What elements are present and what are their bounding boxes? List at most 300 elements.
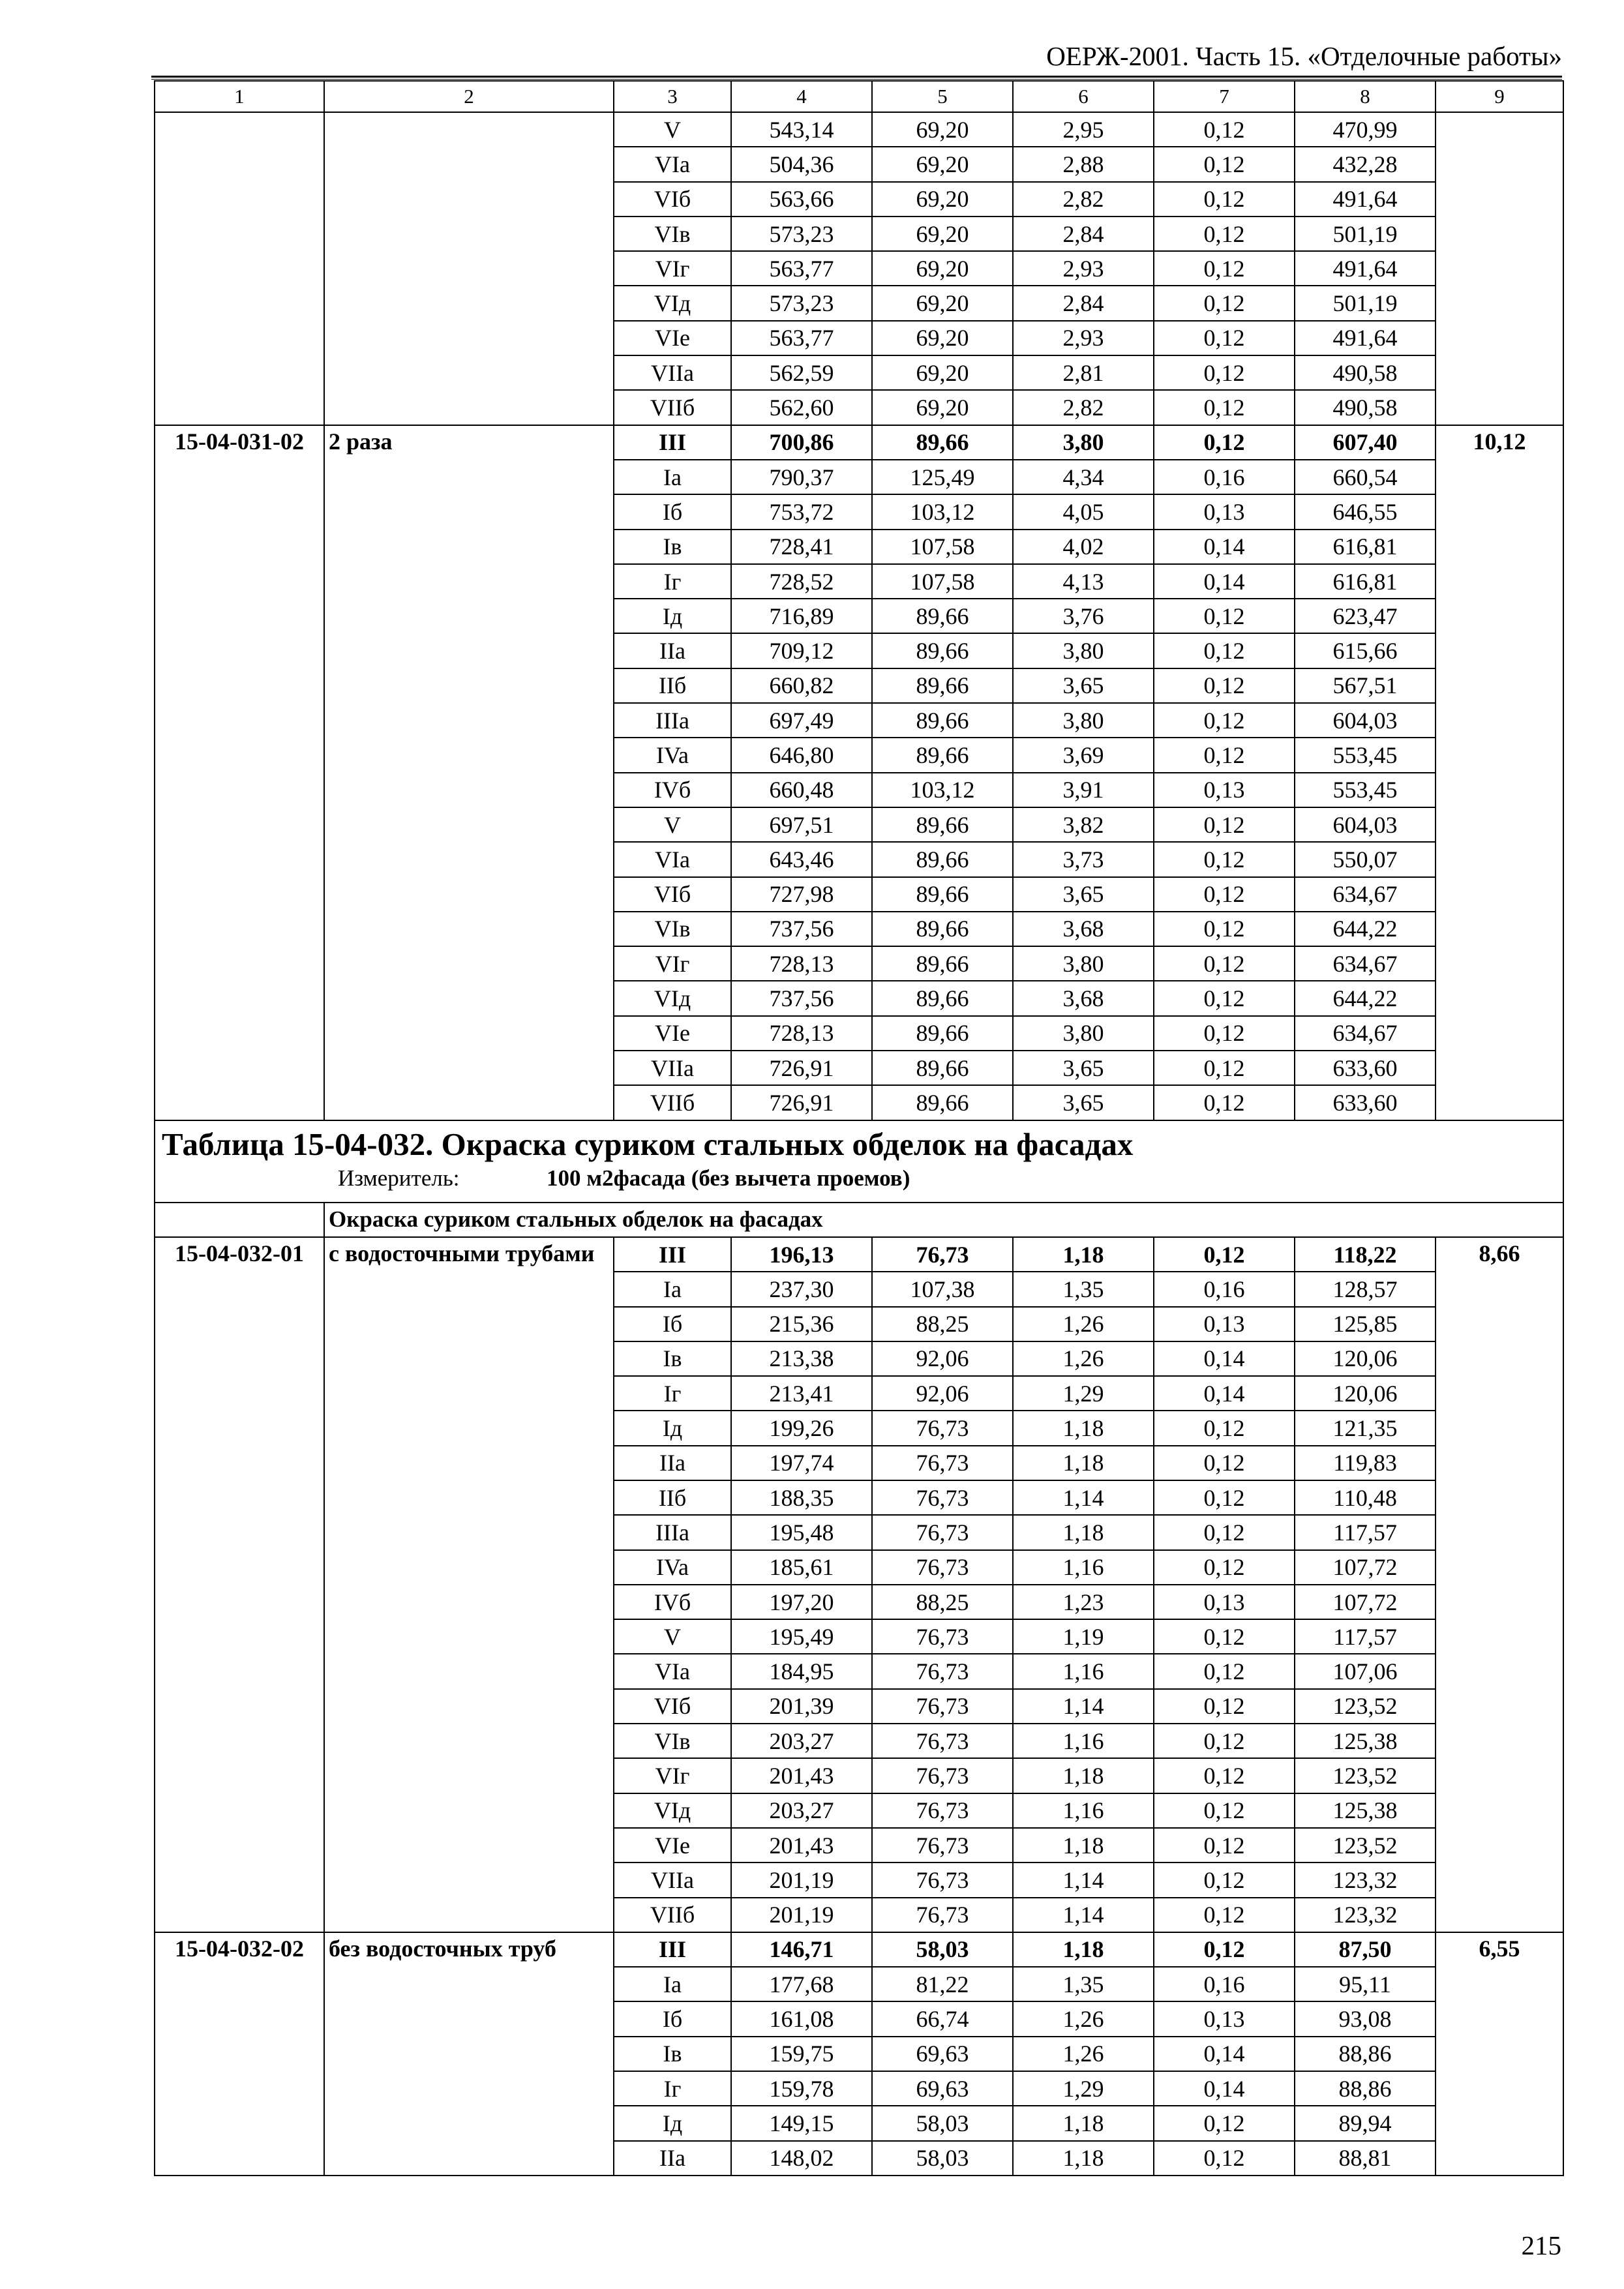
column-number: 7 bbox=[1154, 81, 1295, 112]
table-cell: 76,73 bbox=[872, 1689, 1013, 1724]
table-cell: 0,12 bbox=[1154, 182, 1295, 217]
table-cell: 89,66 bbox=[872, 599, 1013, 633]
table-cell: 215,36 bbox=[731, 1307, 872, 1341]
column-number: 2 bbox=[324, 81, 614, 112]
table-cell: 196,13 bbox=[731, 1237, 872, 1272]
table-cell: 563,77 bbox=[731, 251, 872, 286]
table-cell: 0,12 bbox=[1154, 1724, 1295, 1758]
table-cell: 119,83 bbox=[1295, 1446, 1436, 1480]
table-cell: 0,12 bbox=[1154, 1654, 1295, 1688]
table-cell: 0,13 bbox=[1154, 1307, 1295, 1341]
table-cell: 1,18 bbox=[1013, 1446, 1154, 1480]
table-cell: 88,81 bbox=[1295, 2141, 1436, 2176]
table-cell: 3,80 bbox=[1013, 1016, 1154, 1051]
table-cell: VIб bbox=[614, 182, 731, 217]
table-cell: 0,16 bbox=[1154, 460, 1295, 494]
table-cell: VIб bbox=[614, 1689, 731, 1724]
table-cell: 3,80 bbox=[1013, 703, 1154, 738]
table-cell: 1,18 bbox=[1013, 1411, 1154, 1445]
table-cell: 646,80 bbox=[731, 738, 872, 772]
table-cell: VIв bbox=[614, 1724, 731, 1758]
table-cell: 727,98 bbox=[731, 877, 872, 912]
table-cell: 88,25 bbox=[872, 1585, 1013, 1619]
table-cell: 69,20 bbox=[872, 112, 1013, 147]
rate-code: 15-04-031-02 bbox=[155, 425, 324, 1120]
table-cell: 550,07 bbox=[1295, 842, 1436, 876]
table-cell: IIб bbox=[614, 668, 731, 703]
table-cell: 92,06 bbox=[872, 1341, 1013, 1376]
table-cell: 69,20 bbox=[872, 321, 1013, 355]
table-cell: 634,67 bbox=[1295, 946, 1436, 981]
table-cell: 123,52 bbox=[1295, 1689, 1436, 1724]
table-cell: VIa bbox=[614, 1654, 731, 1688]
rate-name bbox=[324, 112, 614, 425]
table-cell: VIб bbox=[614, 877, 731, 912]
column-number: 5 bbox=[872, 81, 1013, 112]
table-cell: 728,52 bbox=[731, 564, 872, 599]
table-cell: 1,16 bbox=[1013, 1654, 1154, 1688]
table-cell: 0,12 bbox=[1154, 2106, 1295, 2140]
table-cell: 120,06 bbox=[1295, 1341, 1436, 1376]
table-cell: VIe bbox=[614, 1828, 731, 1863]
table-cell: 1,16 bbox=[1013, 1550, 1154, 1585]
table-cell: 1,18 bbox=[1013, 1237, 1154, 1272]
table-cell: 87,50 bbox=[1295, 1932, 1436, 1967]
table-cell: 184,95 bbox=[731, 1654, 872, 1688]
table-cell: 607,40 bbox=[1295, 425, 1436, 460]
table-cell: 123,52 bbox=[1295, 1758, 1436, 1793]
table-cell: 0,12 bbox=[1154, 2141, 1295, 2176]
table-cell: 76,73 bbox=[872, 1793, 1013, 1828]
table-cell: Iб bbox=[614, 1307, 731, 1341]
table-cell: 0,12 bbox=[1154, 147, 1295, 181]
table-cell: 69,63 bbox=[872, 2037, 1013, 2071]
table-cell: 1,19 bbox=[1013, 1619, 1154, 1654]
table-row bbox=[155, 112, 1563, 147]
table-cell: 103,12 bbox=[872, 773, 1013, 807]
table-cell: 3,68 bbox=[1013, 981, 1154, 1015]
table-cell: 2,88 bbox=[1013, 147, 1154, 181]
table-cell: IIб bbox=[614, 1480, 731, 1515]
table-cell: 125,85 bbox=[1295, 1307, 1436, 1341]
table-cell: V bbox=[614, 1619, 731, 1654]
table-cell: 737,56 bbox=[731, 981, 872, 1015]
table-cell: 107,06 bbox=[1295, 1654, 1436, 1688]
table-cell: 0,12 bbox=[1154, 1863, 1295, 1897]
section-row bbox=[155, 1203, 1563, 1237]
table-cell: 643,46 bbox=[731, 842, 872, 876]
table-cell: 573,23 bbox=[731, 217, 872, 251]
table-cell: 0,12 bbox=[1154, 1085, 1295, 1120]
table-cell: 716,89 bbox=[731, 599, 872, 633]
table-cell: 128,57 bbox=[1295, 1272, 1436, 1306]
table-cell: 604,03 bbox=[1295, 807, 1436, 842]
table-cell: 4,13 bbox=[1013, 564, 1154, 599]
table-cell: 88,25 bbox=[872, 1307, 1013, 1341]
table-cell: IIIa bbox=[614, 1515, 731, 1549]
table-cell: 81,22 bbox=[872, 1967, 1013, 2001]
table-cell: 3,82 bbox=[1013, 807, 1154, 842]
table-cell: VIe bbox=[614, 1016, 731, 1051]
table-cell: III bbox=[614, 1237, 731, 1272]
table-cell: VIг bbox=[614, 1758, 731, 1793]
table-cell: 76,73 bbox=[872, 1828, 1013, 1863]
table-cell: 1,23 bbox=[1013, 1585, 1154, 1619]
table-cell: VIIб bbox=[614, 1085, 731, 1120]
table-cell: 201,43 bbox=[731, 1828, 872, 1863]
table-cell: 0,14 bbox=[1154, 2037, 1295, 2071]
table-cell: VIIa bbox=[614, 355, 731, 390]
table-cell: 726,91 bbox=[731, 1051, 872, 1085]
table-cell: 148,02 bbox=[731, 2141, 872, 2176]
table-cell: 125,38 bbox=[1295, 1793, 1436, 1828]
table-cell: 0,12 bbox=[1154, 703, 1295, 738]
table-cell: 697,51 bbox=[731, 807, 872, 842]
table-cell: 3,91 bbox=[1013, 773, 1154, 807]
table-cell: V bbox=[614, 807, 731, 842]
table-cell: III bbox=[614, 425, 731, 460]
table-cell: 644,22 bbox=[1295, 981, 1436, 1015]
table-cell: 562,60 bbox=[731, 390, 872, 425]
rate-code: 15-04-032-01 bbox=[155, 1237, 324, 1932]
table-cell: 69,20 bbox=[872, 390, 1013, 425]
table-cell: 149,15 bbox=[731, 2106, 872, 2140]
table-cell: 185,61 bbox=[731, 1550, 872, 1585]
table-cell: Iд bbox=[614, 2106, 731, 2140]
table-cell: 700,86 bbox=[731, 425, 872, 460]
table-cell: 0,12 bbox=[1154, 1515, 1295, 1549]
table-cell: 1,18 bbox=[1013, 1515, 1154, 1549]
table-cell: 728,41 bbox=[731, 530, 872, 564]
table-cell: 2,84 bbox=[1013, 217, 1154, 251]
table-cell: 69,20 bbox=[872, 217, 1013, 251]
table-cell: 567,51 bbox=[1295, 668, 1436, 703]
table-cell: 3,65 bbox=[1013, 1085, 1154, 1120]
table-cell: 0,12 bbox=[1154, 807, 1295, 842]
table-cell: 573,23 bbox=[731, 286, 872, 320]
table-cell: 3,76 bbox=[1013, 599, 1154, 633]
table-cell: 616,81 bbox=[1295, 530, 1436, 564]
table-cell: 188,35 bbox=[731, 1480, 872, 1515]
table-cell: 121,35 bbox=[1295, 1411, 1436, 1445]
table-cell: 0,12 bbox=[1154, 355, 1295, 390]
table-cell: 1,29 bbox=[1013, 1376, 1154, 1411]
table-row bbox=[155, 425, 1563, 460]
table-cell: 0,12 bbox=[1154, 877, 1295, 912]
table-cell: 726,91 bbox=[731, 1085, 872, 1120]
table-cell: 103,12 bbox=[872, 494, 1013, 529]
table-cell: 0,16 bbox=[1154, 1272, 1295, 1306]
rate-code: 15-04-032-02 bbox=[155, 1932, 324, 2176]
table-cell: 0,13 bbox=[1154, 494, 1295, 529]
table-cell: 1,18 bbox=[1013, 2106, 1154, 2140]
table-cell: 1,18 bbox=[1013, 2141, 1154, 2176]
rate-total bbox=[1436, 112, 1563, 425]
table-cell: 0,12 bbox=[1154, 1051, 1295, 1085]
table-cell: VIIб bbox=[614, 1898, 731, 1932]
table-cell: 201,19 bbox=[731, 1898, 872, 1932]
table-cell: 644,22 bbox=[1295, 912, 1436, 946]
table-cell: 1,18 bbox=[1013, 1828, 1154, 1863]
table-cell: Ia bbox=[614, 1272, 731, 1306]
table-cell: 89,66 bbox=[872, 703, 1013, 738]
table-cell: 92,06 bbox=[872, 1376, 1013, 1411]
table-cell: 159,78 bbox=[731, 2071, 872, 2106]
table-cell: 107,72 bbox=[1295, 1550, 1436, 1585]
table-cell: 120,06 bbox=[1295, 1376, 1436, 1411]
table-cell: 0,12 bbox=[1154, 251, 1295, 286]
table-cell: 563,66 bbox=[731, 182, 872, 217]
table-cell: 201,19 bbox=[731, 1863, 872, 1897]
page-header-title: ОЕРЖ-2001. Часть 15. «Отделочные работы» bbox=[1046, 41, 1562, 71]
table-cell: 0,12 bbox=[1154, 1480, 1295, 1515]
table-cell: 0,12 bbox=[1154, 1793, 1295, 1828]
rate-total: 10,12 bbox=[1436, 425, 1563, 1120]
table-cell: 0,12 bbox=[1154, 425, 1295, 460]
table-cell: 66,74 bbox=[872, 2001, 1013, 2036]
table-cell: 604,03 bbox=[1295, 703, 1436, 738]
table-cell: 0,13 bbox=[1154, 773, 1295, 807]
table-cell: 213,41 bbox=[731, 1376, 872, 1411]
table-cell: 1,26 bbox=[1013, 2037, 1154, 2071]
table-cell: 1,18 bbox=[1013, 1932, 1154, 1967]
table-cell: 0,12 bbox=[1154, 1689, 1295, 1724]
table-cell: 3,65 bbox=[1013, 668, 1154, 703]
header-divider bbox=[151, 76, 1562, 80]
column-number: 6 bbox=[1013, 81, 1154, 112]
table-cell: 3,65 bbox=[1013, 1051, 1154, 1085]
table-cell: 76,73 bbox=[872, 1619, 1013, 1654]
table-cell: 89,66 bbox=[872, 668, 1013, 703]
table-cell: 543,14 bbox=[731, 112, 872, 147]
table-cell: Iв bbox=[614, 1341, 731, 1376]
table-cell: 470,99 bbox=[1295, 112, 1436, 147]
table-cell: Iб bbox=[614, 2001, 731, 2036]
table-cell: 0,12 bbox=[1154, 599, 1295, 633]
table-cell: 0,12 bbox=[1154, 390, 1295, 425]
table-cell: 177,68 bbox=[731, 1967, 872, 2001]
column-number: 8 bbox=[1295, 81, 1436, 112]
table-cell: 0,12 bbox=[1154, 1828, 1295, 1863]
column-number: 9 bbox=[1436, 81, 1563, 112]
table-cell: 76,73 bbox=[872, 1237, 1013, 1272]
table-cell: 737,56 bbox=[731, 912, 872, 946]
table-cell: 69,20 bbox=[872, 251, 1013, 286]
table-cell: 0,12 bbox=[1154, 217, 1295, 251]
table-cell: 89,94 bbox=[1295, 2106, 1436, 2140]
table-cell: 3,80 bbox=[1013, 633, 1154, 668]
rate-name: с водосточными трубами bbox=[324, 1237, 614, 1932]
table-cell: IIa bbox=[614, 633, 731, 668]
table-cell: 501,19 bbox=[1295, 217, 1436, 251]
table-cell: 117,57 bbox=[1295, 1619, 1436, 1654]
table-cell: 0,14 bbox=[1154, 564, 1295, 599]
table-cell: VIг bbox=[614, 946, 731, 981]
table-cell: 123,32 bbox=[1295, 1898, 1436, 1932]
table-cell: 1,14 bbox=[1013, 1863, 1154, 1897]
table-cell: VIIa bbox=[614, 1051, 731, 1085]
table-cell: 1,35 bbox=[1013, 1272, 1154, 1306]
table-cell: 0,12 bbox=[1154, 633, 1295, 668]
table-cell: 0,12 bbox=[1154, 1237, 1295, 1272]
table-cell: 203,27 bbox=[731, 1793, 872, 1828]
table-cell: 88,86 bbox=[1295, 2037, 1436, 2071]
table-cell: 0,14 bbox=[1154, 1341, 1295, 1376]
table-cell: VIд bbox=[614, 1793, 731, 1828]
table-cell: 159,75 bbox=[731, 2037, 872, 2071]
table-cell: VIIб bbox=[614, 390, 731, 425]
table-cell: 0,12 bbox=[1154, 1016, 1295, 1051]
table-cell: 107,72 bbox=[1295, 1585, 1436, 1619]
table-cell: 790,37 bbox=[731, 460, 872, 494]
table-cell: Ia bbox=[614, 1967, 731, 2001]
table-cell: 0,12 bbox=[1154, 842, 1295, 876]
table-cell: VIIa bbox=[614, 1863, 731, 1897]
table-cell: 553,45 bbox=[1295, 773, 1436, 807]
table-cell: 89,66 bbox=[872, 877, 1013, 912]
table-cell: 634,67 bbox=[1295, 1016, 1436, 1051]
table-cell: VIa bbox=[614, 842, 731, 876]
table-cell: 563,77 bbox=[731, 321, 872, 355]
table-cell: 118,22 bbox=[1295, 1237, 1436, 1272]
table-cell: 709,12 bbox=[731, 633, 872, 668]
table-cell: IIIa bbox=[614, 703, 731, 738]
table-cell: 3,73 bbox=[1013, 842, 1154, 876]
table-cell: 125,38 bbox=[1295, 1724, 1436, 1758]
table-cell: 4,02 bbox=[1013, 530, 1154, 564]
table-cell: 0,12 bbox=[1154, 912, 1295, 946]
table-cell: 125,49 bbox=[872, 460, 1013, 494]
table-cell: 432,28 bbox=[1295, 147, 1436, 181]
table-cell: 89,66 bbox=[872, 1016, 1013, 1051]
table-cell: 213,38 bbox=[731, 1341, 872, 1376]
table-cell: 0,12 bbox=[1154, 112, 1295, 147]
table-cell: 0,12 bbox=[1154, 1758, 1295, 1793]
table-cell: 490,58 bbox=[1295, 355, 1436, 390]
table-cell: VIг bbox=[614, 251, 731, 286]
table-cell: 504,36 bbox=[731, 147, 872, 181]
table-cell: 76,73 bbox=[872, 1446, 1013, 1480]
table-cell: 95,11 bbox=[1295, 1967, 1436, 2001]
table-cell: 58,03 bbox=[872, 2106, 1013, 2140]
table-cell: 89,66 bbox=[872, 738, 1013, 772]
measure-line bbox=[162, 1164, 1556, 1193]
table-cell: 2,81 bbox=[1013, 355, 1154, 390]
table-cell: 2,82 bbox=[1013, 182, 1154, 217]
table-cell: Iв bbox=[614, 530, 731, 564]
table-title: Таблица 15-04-032. Окраска суриком стальных обделок на фасадах bbox=[162, 1126, 1134, 1162]
table-cell: VIa bbox=[614, 147, 731, 181]
table-row bbox=[155, 1932, 1563, 1967]
table-cell: 3,69 bbox=[1013, 738, 1154, 772]
table-cell: 93,08 bbox=[1295, 2001, 1436, 2036]
table-cell: 1,35 bbox=[1013, 1967, 1154, 2001]
table-cell: 237,30 bbox=[731, 1272, 872, 1306]
table-row bbox=[155, 1237, 1563, 1272]
table-cell: Iд bbox=[614, 599, 731, 633]
table-cell: 1,26 bbox=[1013, 1341, 1154, 1376]
table-cell: 1,14 bbox=[1013, 1898, 1154, 1932]
table-cell: 3,80 bbox=[1013, 946, 1154, 981]
table-title-row bbox=[155, 1120, 1563, 1203]
table-cell: 0,12 bbox=[1154, 1898, 1295, 1932]
table-cell: 89,66 bbox=[872, 912, 1013, 946]
column-number: 3 bbox=[614, 81, 731, 112]
table-cell: 0,12 bbox=[1154, 1932, 1295, 1967]
table-cell: 203,27 bbox=[731, 1724, 872, 1758]
table-cell: 89,66 bbox=[872, 981, 1013, 1015]
table-cell: 501,19 bbox=[1295, 286, 1436, 320]
table-cell: 2,93 bbox=[1013, 321, 1154, 355]
table-cell: 161,08 bbox=[731, 2001, 872, 2036]
section-spacer bbox=[155, 1203, 324, 1237]
table-cell: 69,20 bbox=[872, 182, 1013, 217]
table-cell: 89,66 bbox=[872, 633, 1013, 668]
table-cell: 69,20 bbox=[872, 147, 1013, 181]
table-cell: 697,49 bbox=[731, 703, 872, 738]
table-cell: 107,58 bbox=[872, 530, 1013, 564]
table-cell: 1,16 bbox=[1013, 1793, 1154, 1828]
table-cell: 0,14 bbox=[1154, 2071, 1295, 2106]
table-cell: 4,05 bbox=[1013, 494, 1154, 529]
table-cell: Iг bbox=[614, 564, 731, 599]
table-cell: 76,73 bbox=[872, 1515, 1013, 1549]
table-cell: 123,32 bbox=[1295, 1863, 1436, 1897]
table-cell: 646,55 bbox=[1295, 494, 1436, 529]
table-cell: 753,72 bbox=[731, 494, 872, 529]
table-cell: 0,12 bbox=[1154, 321, 1295, 355]
table-cell: 76,73 bbox=[872, 1863, 1013, 1897]
rate-name: без водосточных труб bbox=[324, 1932, 614, 2176]
rate-total: 8,66 bbox=[1436, 1237, 1563, 1932]
table-cell: 728,13 bbox=[731, 946, 872, 981]
table-cell: 58,03 bbox=[872, 1932, 1013, 1967]
table-cell: 553,45 bbox=[1295, 738, 1436, 772]
table-cell: 197,74 bbox=[731, 1446, 872, 1480]
table-cell: VIд bbox=[614, 981, 731, 1015]
table-cell: 0,12 bbox=[1154, 981, 1295, 1015]
table-cell: 76,73 bbox=[872, 1411, 1013, 1445]
table-cell: 89,66 bbox=[872, 425, 1013, 460]
column-number: 1 bbox=[155, 81, 324, 112]
table-cell: Iд bbox=[614, 1411, 731, 1445]
table-cell: 89,66 bbox=[872, 1051, 1013, 1085]
table-cell: 89,66 bbox=[872, 807, 1013, 842]
rate-name: 2 раза bbox=[324, 425, 614, 1120]
measure-value: 100 м2фасада (без вычета проемов) bbox=[547, 1165, 910, 1191]
table-cell: 2,93 bbox=[1013, 251, 1154, 286]
table-cell: 0,13 bbox=[1154, 1585, 1295, 1619]
table-cell: 4,34 bbox=[1013, 460, 1154, 494]
table-cell: 0,12 bbox=[1154, 1446, 1295, 1480]
table-cell: 201,39 bbox=[731, 1689, 872, 1724]
rate-total: 6,55 bbox=[1436, 1932, 1563, 2176]
table-cell: 623,47 bbox=[1295, 599, 1436, 633]
table-cell: 1,16 bbox=[1013, 1724, 1154, 1758]
table-cell: IVa bbox=[614, 1550, 731, 1585]
table-cell: 1,26 bbox=[1013, 2001, 1154, 2036]
table-cell: 3,65 bbox=[1013, 877, 1154, 912]
table-cell: 0,12 bbox=[1154, 286, 1295, 320]
table-cell: 3,80 bbox=[1013, 425, 1154, 460]
table-cell: 562,59 bbox=[731, 355, 872, 390]
table-cell: 69,63 bbox=[872, 2071, 1013, 2106]
table-cell: 1,14 bbox=[1013, 1480, 1154, 1515]
table-cell: 3,68 bbox=[1013, 912, 1154, 946]
column-number-row bbox=[155, 81, 1563, 112]
table-cell: 0,12 bbox=[1154, 1411, 1295, 1445]
table-cell: 69,20 bbox=[872, 355, 1013, 390]
